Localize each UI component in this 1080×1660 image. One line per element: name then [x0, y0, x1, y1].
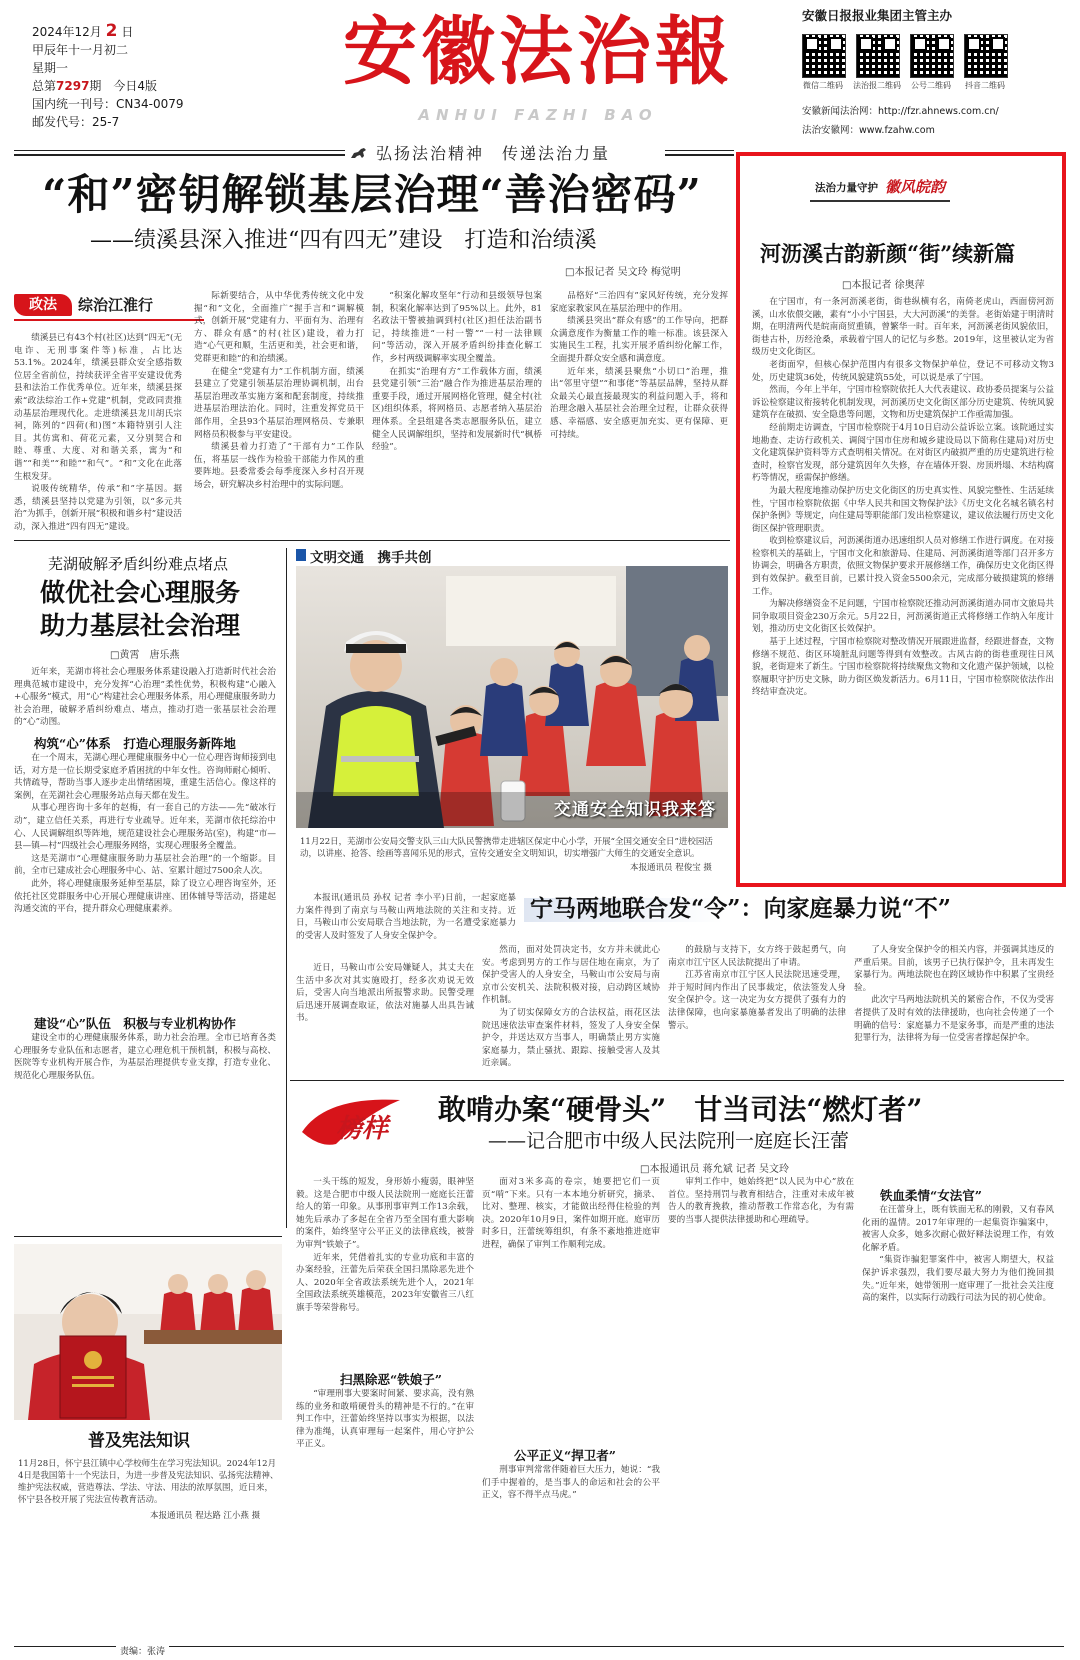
- judge-col-4: [862, 1204, 1054, 1638]
- constitution-top-rule: [14, 1236, 282, 1237]
- constitution-credit: 本报通讯员 程达路 江小燕 摄: [150, 1511, 261, 1521]
- wuhu-para: 此外，将心理健康服务延伸至基层，除了设立心理咨询室外，还依托社区党群服务中心开展心理健康讲座、团体辅导等活动，搭建起沟通交流的平台，提升群众心理健康素养。: [14, 878, 276, 915]
- lead-para: 绩溪县已有43个村(社区)达到“四无”(无电诈、无刑事案件等)标准，占比达53.1%。2024年，绩溪县群众安全感指数位居全省前位，持续获评全省平安建设优秀县和法治工作优秀单位。近年来，绩溪县探索“政法综治工作+党建”机制，党政同责推动基层治理现代化。走进绩溪县龙川胡氏宗祠，陈列的“四荷(和)图”本籍特别引人注目。其仿寓和、荷花元素，又分别契合和睦、尊重、大度、对和谐关系，寓为“和谐”“和美”“和睦”“和气”。“和”文化在此落生根发芽。: [14, 333, 182, 482]
- wuhu-subhead-1: 构筑“心”体系 打造心理服务新阵地: [34, 736, 236, 751]
- lead-para: 际新要结合，从中华优秀传统文化中发掘“和”文化，全面推广“握手言和”调解模式，创新开展“党建有力、平面有为、治理有方、群众有感”的村(社区)建设，着力打造“心气更和顺，生活更和美，社会更和谐，党群更和睦”的和治绩溪。: [194, 291, 364, 364]
- lead-para: 绩溪县突出“群众有感”的工作导向，把群众满意度作为衡量工作的唯一标准。该县深入实施民生工程，扎实开展矛盾纠纷化解工作，全面提升群众安全感和满意度。: [550, 316, 728, 364]
- judge-subhead-2: 公平正义“捍卫者”: [514, 1448, 616, 1463]
- dv-para: 本报讯(通讯员 孙权 记者 李小平)日前，一起家庭暴力案件得到了南京与马鞍山两地法院的关注和支持。近日，马鞍山市公安局联合当地法院，为一名遭受家庭暴力的受害人及时签发了人身安全保护令。: [296, 893, 516, 941]
- judge-subhead-3: 铁血柔情“女法官”: [880, 1188, 982, 1203]
- sidebar-para: 在宁国市，有一条河沥溪老街，街巷纵横有名，南倚老虎山，西面傍河沥溪，山水依偎交融，素有“小小宁国县，大大河沥溪”的美誉。老街始建于明清时期，在明清两代是皖南商贸重镇，曾繁华一时。百年来，河沥溪老街风貌依旧，街巷古朴，历经沧桑，承载着宁国人的记忆与乡愁。2019年，这里被认定为省级历史文化街区。: [752, 297, 1054, 358]
- dv-para: 近日，马鞍山市公安局嫌疑人，其丈夫在生活中多次对其实施殴打，经多次劝说无效后，受害人向当地派出所报警求助。民警受理后迅速开展调查取证，依法对施暴人出具告诫书。: [296, 963, 474, 1024]
- judge-subhead-1: 扫黑除恶“铁娘子”: [340, 1372, 442, 1387]
- issue-number: 7297: [56, 79, 90, 93]
- lead-col-4: [550, 290, 728, 534]
- sidebar-para: 然而，今年上半年，宁国市检察院依托人大代表建议、政协委员提案与公益诉讼检察建议衔接转化机制发现，河沥溪历史文化街区部分历史建筑、传统风貌建筑存在破损、安全隐患等问题，文物和历史建筑保护工作亟需加强。: [752, 385, 1054, 421]
- douyin-qr-icon: [964, 34, 1008, 78]
- qr-label-newspaper: 法治报二维码: [853, 81, 901, 90]
- dv-col-4: [854, 944, 1054, 1074]
- wuhu-intro: [14, 666, 276, 730]
- photo-tag: 文明交通 携手共创: [310, 550, 432, 566]
- traffic-caption: 11月22日，芜湖市公安局交警支队三山大队民警携带走进辖区保定中心小学，开展“全国交通安全日”进校园活动，以讲座、抢答、绘画等喜闻乐见的形式，宣传交通安全文明知识，切实增强广大师生的交通安全意识。: [300, 837, 713, 859]
- sponsor: 安徽日报报业集团主管主办: [802, 8, 953, 23]
- cn-number: 国内统一刊号：CN34-0079: [32, 97, 184, 111]
- masthead-weekday: 星期一: [32, 61, 69, 75]
- judge-byline: □本报通讯员 蒋允斌 记者 吴文玲: [640, 1164, 789, 1175]
- judge-col-1b: [296, 1388, 474, 1638]
- constitution-headline: 普及宪法知识: [88, 1431, 190, 1451]
- sidebar-para: 为解决修缮资金不足问题，宁国市检察院还推动河沥溪街道办同市文旅局共同争取项目资金230万余元。5月22日，河沥溪街道正式将修缮工作纳入年度计划，推动历史文化街区长效保护。: [752, 599, 1054, 635]
- wuhu-subhead-2: 建设“心”队伍 积极与专业机构协作: [34, 1016, 236, 1031]
- judge-col-2: [482, 1176, 660, 1442]
- masthead-date: 2024年12月: [32, 25, 102, 39]
- judge-para: “集资诈骗犯罪案件中，被害人期望大，权益保护诉求强烈，我们要尽最大努力为他们挽回损失。”近年来，她带领刑一庭审理了一批社会关注度高的案件，以实际行动践行司法为民的初心使命。: [862, 1255, 1054, 1304]
- dv-col-1: [296, 962, 474, 1074]
- wechat-qr-icon: [802, 34, 846, 78]
- judge-col-1: [296, 1176, 474, 1366]
- sidebar-column-tag: 法治力量守护: [815, 182, 878, 194]
- dv-para: 了人身安全保护令的相关内容，并强调其违反的严重后果。目前，该男子已执行保护令，且未再发生家暴行为。两地法院也在跨区域协作中积累了宝贵经验。: [854, 945, 1054, 993]
- column-tag: 政法: [14, 294, 72, 316]
- wuhu-para: 从事心理咨询十多年的赵梅，有一套自己的方法——先“破冰行动”，建立信任关系，再进行专业疏导。近年来，芜湖市依托综治中心、人民调解组织等阵地，规范建设社会心理服务站(室)，构建“市—县—镇—村”四级社会心理服务网络，实现心理服务全覆盖。: [14, 803, 276, 852]
- photo-tag-marker: [296, 549, 306, 561]
- lead-col-3: [372, 290, 542, 534]
- judge-tag-badge: [296, 1092, 406, 1152]
- constitution-photo: [14, 1244, 282, 1420]
- sidebar-byline: □本报记者 徐奥萍: [842, 280, 925, 291]
- judge-col-2b: [482, 1464, 660, 1638]
- sidebar-body: [752, 296, 1054, 868]
- issue-prefix: 总第: [32, 79, 57, 93]
- lead-para: 近年来，绩溪县聚焦“小切口”治理，推出“邻里守望”“和事佬”等基层品牌，坚持从群众最关心最直接最现实的利益问题入手，将和治理念融入基层社会治理全过程，让群众获得感、幸福感、安全感更加充实、更有保障、更可持续。: [550, 366, 728, 440]
- dv-para: 江苏省南京市江宁区人民法院迅速受理，并于短时间内作出了民事裁定，依法签发人身安全保护令。这一决定为女方提供了强有力的法律保障，也向家暴施暴者发出了明确的法律警示。: [668, 970, 846, 1031]
- dv-para: 为了切实保障女方的合法权益，雨花区法院迅速依法审查案件材料，签发了人身安全保护令，并送达双方当事人，明确禁止男方实施家庭暴力，禁止骚扰、跟踪、接触受害人及其近亲属。: [482, 1007, 660, 1069]
- wuhu-para: 近年来，芜湖市将社会心理服务体系建设融入打造新时代社会治理典范城市建设中，充分发挥“心治理”柔性优势，积极构建“心融入+心服务”模式，用“心”构建社会心理服务体系，用心理健康服务助力社会治理，破解矛盾纠纷难点、堵点，推动打造一张基层社会治理的“心”动图。: [14, 667, 276, 728]
- qr-label-account: 公号二维码: [911, 81, 951, 90]
- photo-overlay-text: 交通安全知识我来答: [554, 800, 716, 820]
- judge-para: 刑事审判常常伴随着巨大压力，她说：“我们手中握着的，是当事人的命运和社会的公平正义，容不得半点马虎。”: [482, 1465, 660, 1501]
- sidebar-para: 为最大程度地推动保护历史文化街区的历史真实性、风貌完整性、生活延续性，宁国市检察院依据《中华人民共和国文物保护法》《历史文化名城名镇名村保护条例》等规定，向住建局等职能部门发出检察建议，建议依法履行历史文化街区保护管理职责。: [752, 485, 1054, 534]
- judge-para: 审判工作中，她始终把“以人民为中心”放在首位。坚持刑罚与教育相结合，注重对未成年被告人的教育挽救，推动帮教工作常态化，为有需要的当事人提供法律援助和心理疏导。: [668, 1177, 854, 1225]
- sidebar-headline: 河沥溪古韵新颜“街”续新篇: [760, 241, 1016, 266]
- lead-subtitle: ——绩溪县深入推进“四有四无”建设 打造和治绩溪: [90, 228, 597, 253]
- footer-editor: 责编：张涛: [116, 1644, 169, 1657]
- judge-para: 近年来，凭借着扎实的专业功底和丰富的办案经验，汪蕾先后荣获全国扫黑除恶先进个人、2020年全省政法系统先进个人，2021年全国政法系统英雄模范，2023年安徽省三八红旗手等荣誉称号。: [296, 1252, 474, 1313]
- qr-label-wechat: 微信二维码: [803, 81, 843, 90]
- lead-para: “积案化解攻坚年”行动和县级领导包案制，积案化解率达到了95%以上。此外，81名政法干警被抽调到村(社区)担任法治副书记，持续推进“一村一警”“一村一法律顾问”等活动，深入开展矛盾纠纷排查化解工作，乡村两级调解率实现全覆盖。: [372, 291, 542, 364]
- sidebar-column-name: 徽风皖韵: [885, 178, 946, 196]
- lead-para: 在抓实“治理有方”工作载体方面，绩溪县党建引领“三治”融合作为推进基层治理的重要手段，通过开展网格化管理，健全村(社区)组织体系，将网格员、志愿者纳入基层治理体系。全县组建各类志愿服务队伍，建立健全人民调解组织，坚持和发展新时代“枫桥经验”。: [372, 366, 542, 453]
- website-link[interactable]: 安徽新闻法治网：http://fzr.ahnews.com.cn/: [802, 106, 999, 117]
- column-rule: [14, 319, 204, 321]
- masthead-day: 2: [105, 21, 118, 41]
- lead-col-1: [14, 332, 182, 534]
- judge-headline: 敢啃办案“硬骨头” 甘当司法“燃灯者”: [438, 1093, 923, 1126]
- judge-tag: 榜样: [336, 1114, 389, 1144]
- judge-para: 一头干练的短发，身形娇小瘦弱，眼神坚毅。这是合肥市中级人民法院刑一庭庭长汪蕾给人的第一印象。从事刑事审判工作13余载，她先后承办了多起在全省乃至全国有重大影响的案件，始终坚守公平正义的法律底线，被誉为审判“铁娘子”。: [296, 1177, 474, 1250]
- wuhu-body-2: [14, 1032, 276, 1226]
- lead-para: 品格好“三治四有”家风好传统，充分发挥家庭家教家风在基层治理中的作用。: [550, 291, 728, 314]
- constitution-caption: 11月28日，怀宁县江镇中心学校师生在学习宪法知识。2024年12月4日是我国第十一个宪法日，为进一步普及宪法知识、弘扬宪法精神、维护宪法权威，营造尊法、学法、守法、用法的浓厚氛围，近日来，怀宁县各校开展了宪法宣传教育活动。: [18, 1459, 279, 1505]
- dv-col-3: [668, 944, 846, 1074]
- dv-headline: 宁马两地联合发“令”：向家庭暴力说“不”: [530, 895, 951, 922]
- traffic-photo: [296, 566, 728, 828]
- dv-para: 然而，面对处罚决定书，女方并未就此心安。考虑到男方的工作与居住地在南京，为了保护受害人的人身安全，马鞍山市公安局与南京市公安机关、法院积极对接，启动跨区域协作机制。: [482, 945, 660, 1006]
- dv-col-2: [482, 944, 660, 1074]
- footer-rule: [14, 1646, 1064, 1647]
- lead-byline: □本报记者 吴文玲 梅觉明: [565, 267, 681, 278]
- masthead-day-suffix: 日: [121, 25, 134, 39]
- judge-para: 面对3米多高的卷宗，她要把它们一页页“啃”下来。只有一本本地分析研究，摘录、比对、整理、核实，才能做出经得住检验的判决。2020年10月9日，案件如期开庭。庭审历时多日，汪蕾统筹组织，有条不紊地推进庭审进程，确保了审判工作顺利完成。: [482, 1177, 660, 1250]
- judge-para: 在汪蕾身上，既有铁面无私的刚毅，又有春风化雨的温情。2017年审理的一起集资诈骗案中，被害人众多，她多次耐心做好释法说理工作，有效化解矛盾。: [862, 1205, 1054, 1253]
- account-qr-icon: [910, 34, 954, 78]
- newspaper-pinyin: ANHUI FAZHI BAO: [418, 106, 658, 124]
- judge-col-3: [668, 1176, 854, 1638]
- judge-para: “审理刑事大要案时间紧、要求高，没有熟练的业务和敢啃硬骨头的精神是不行的。”在审判工作中，汪蕾始终坚持以事实为根据，以法律为准绳，认真审理每一起案件，用心守护公平正义。: [296, 1389, 474, 1450]
- wuhu-kicker: 芜湖破解矛盾纠纷难点堵点: [48, 555, 229, 573]
- issue-suffix: 期 今日4版: [89, 79, 158, 93]
- qr-label-douyin: 抖音二维码: [965, 81, 1005, 90]
- newspaper-qr-icon: [856, 34, 900, 78]
- wuhu-headline-1: 做优社会心理服务: [40, 578, 241, 607]
- lead-col-2: [194, 290, 364, 534]
- sidebar-para: 经前期走访调查，宁国市检察院于4月10日启动公益诉讼立案。该院通过实地勘查、走访行政机关、调阅宁国市住房和城乡建设局以下简称住建局)对历史文化建筑保护资料等方式查明相关情况。在对街区内破损严重的历史建筑进行检查时，检察官发现，部分建筑因年久失修，存在墙体开裂、房顶坍塌、木结构腐朽等情况，亟需保护修缮。: [752, 422, 1054, 484]
- sidebar-para: 基于上述过程，宁国市检察院对整改情况开展跟进监督，经跟进督查，文物修缮不规范、街区环境脏乱问题等得到有效整改。古风古韵的街巷重现往日风貌，老街迎来了新生。宁国市检察院将持续聚焦文物和文化遗产保护领域，以检察履职守护历史文脉，助力街区焕发新活力。6月11日，宁国市检察院依法作出终结审查决定。: [752, 637, 1054, 698]
- sidebar-para: 收到检察建议后，河沥溪街道办迅速组织人员对修缮工作进行调度。在对接检察机关的基础上，宁国市文化和旅游局、住建局、河沥溪街道等部门召开多方协调会，明确各方职责，依照文物保护要求开展修缮工作，确保历史文化街区得到有效保护。截至目前，已累计投入资金5500余元，完成部分破损建筑的修缮工作。: [752, 536, 1054, 597]
- app-link[interactable]: 法治安徽网：www.fzahw.com: [802, 125, 935, 136]
- masthead-date-block: [32, 22, 242, 131]
- lead-headline: “和”密钥解锁基层治理“善治密码”: [42, 170, 702, 219]
- judge-subtitle: ——记合肥市中级人民法院刑一庭庭长汪蕾: [488, 1130, 850, 1152]
- masthead-lunar: 甲辰年十一月初二: [32, 43, 129, 57]
- sidebar-column-rule: [810, 200, 950, 202]
- lead-para: 绩溪县着力打造了“干部有力”工作队伍，将基层一线作为检验干部能力作风的重要阵地。县委常委会每季度深入乡村召开现场会，研究解决乡村治理中的实际问题。: [194, 442, 364, 490]
- wuhu-para: 建设全市的心理健康服务体系，助力社会治理。全市已培育各类心理服务专业队伍和志愿者，建立心理危机干预机制，积极与高校、医院等专业机构开展合作，为基层治理提供专业支撑，打造专业化、规范化心理服务队伍。: [14, 1033, 276, 1081]
- column-name: 综治江淮行: [78, 296, 154, 314]
- wuhu-headline-2: 助力基层社会治理: [40, 611, 241, 640]
- wuhu-para: 在一个周末，芜湖心理心理健康服务中心一位心理咨询师接到电话，对方是一位长期受家庭矛盾困扰的中年女性。咨询师耐心倾听、共情疏导，帮助当事人逐步走出情绪困境，重建生活信心。像这样的案例，在芜湖社会心理服务站点每天都在发生。: [14, 753, 276, 801]
- lead-para: 在健全“党建有力”工作机制方面，绩溪县建立了党建引领基层治理协调机制，出台基层治理改革实施方案和配套制度，持续推进基层治理法治化。同时，注重发挥党员干部作用，全县93个基层治理网格员、专兼职网格员积极参与平安建设。: [194, 366, 364, 440]
- wuhu-body-1: [14, 752, 276, 1008]
- judge-top-rule: [290, 1080, 1064, 1081]
- wuhu-byline: □黄霄 唐乐燕: [110, 650, 180, 661]
- traffic-credit: 本报通讯员 程俊宝 摄: [630, 863, 712, 873]
- dv-para: 此次宁马两地法院机关的紧密合作，不仅为受害者提供了及时有效的法律援助，也向社会传递了一个明确的信号：家庭暴力不是家务事，而是严重的违法犯罪行为，法律将为每一位受害者撑起保护伞。: [854, 995, 1054, 1044]
- lead-bottom-rule: [14, 540, 730, 541]
- postal-code: 邮发代号：25-7: [32, 115, 120, 129]
- dv-para: 的鼓励与支持下，女方终于鼓起勇气，向南京市江宁区人民法院提出了申请。: [668, 945, 846, 968]
- wuhu-divider: [286, 548, 287, 1228]
- horse-icon: [350, 144, 368, 156]
- lead-column-badge: [14, 290, 204, 322]
- lead-para: 说吸传统精华，传承“和”字基因。据悉，绩溪县坚持以党建为引领，以“多元共治”为抓手，创新开展“积极和谐乡村”建设活动，深入推进“四有四无”建设。: [14, 484, 182, 532]
- sidebar-para: 老街面窄，但核心保护范围内有很多文物保护单位，登记不可移动文物3处，历史建筑36处，传统风貌建筑55处，可以说是承了宁国。: [752, 359, 1054, 383]
- wuhu-para: 这是芜湖市“心理健康服务助力基层社会治理”的一个缩影。目前，全市已建成社会心理服务中心、站、室累计超过7500余人次。: [14, 853, 276, 877]
- slogan: 弘扬法治精神 传递法治力量: [376, 144, 611, 163]
- newspaper-title: 安徽法治報: [343, 9, 733, 95]
